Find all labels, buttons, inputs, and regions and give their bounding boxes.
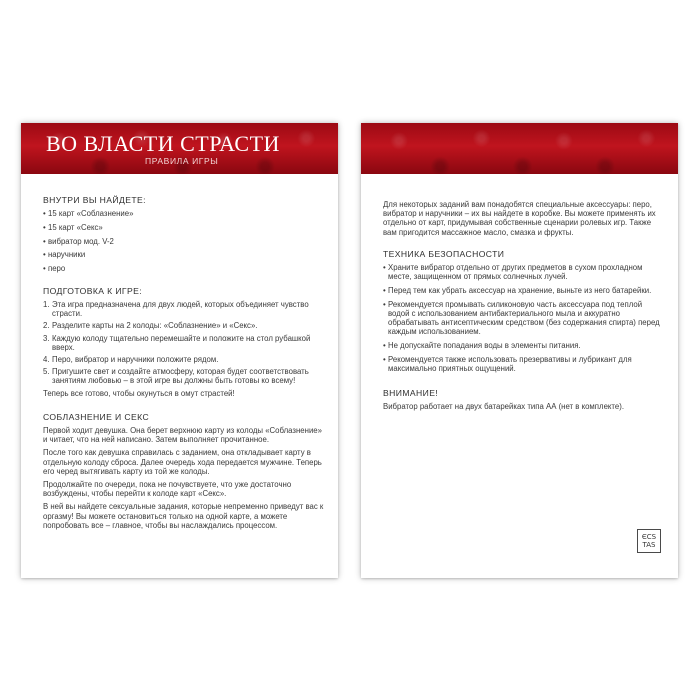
list-item: • 15 карт «Секс» [43, 223, 324, 232]
safety-heading: ТЕХНИКА БЕЗОПАСНОСТИ [383, 248, 505, 259]
logo-line: ЄCS [641, 533, 657, 541]
rules-paragraph: После того как девушка справилась с заданием, она откладывает карту в отдельную колоду сброса. Далее очередь хода передается мужчине. Теперь его черед вытягивать карту из той же колоды. [43, 448, 322, 476]
list-item: • перо [43, 264, 324, 273]
step-number: 5. [43, 367, 50, 377]
safety-list [383, 263, 660, 373]
step-number: 3. [43, 333, 50, 343]
inside-heading: ВНУТРИ ВЫ НАЙДЕТЕ: [43, 195, 146, 205]
list-item [43, 334, 324, 352]
list-item: • наручники [43, 250, 324, 259]
brand-logo-icon [637, 529, 661, 553]
game-subtitle: ПРАВИЛА ИГРЫ [145, 156, 219, 166]
list-item: • 15 карт «Соблазнение» [43, 209, 324, 218]
warning-text: Вибратор работает на двух батарейках типа АА (нет в комплекте). [383, 401, 624, 411]
step-text: Разделите карты на 2 колоды: «Соблазнение» и «Секс». [52, 321, 258, 331]
red-banner [21, 123, 338, 174]
list-item: • вибратор мод. V-2 [43, 237, 324, 246]
step-text: Эта игра предназначена для двух людей, которых объединяет чувство страсти. [52, 299, 309, 319]
warning-heading: ВНИМАНИЕ! [383, 387, 439, 398]
step-text: Перо, вибратор и наручники положите рядом. [52, 354, 219, 364]
step-number: 2. [43, 321, 50, 331]
list-item: • Перед тем как убрать аксессуар на хранение, выньте из него батарейки. [383, 286, 660, 295]
rules-paragraph: Продолжайте по очереди, пока не почувствуете, что уже достаточно возбуждены, чтобы перейти к колоде карт «Секс». [43, 479, 292, 499]
prep-heading: ПОДГОТОВКА К ИГРЕ: [43, 285, 143, 296]
rules-paragraph: Первой ходит девушка. Она берет верхнюю карту из колоды «Соблазнение» и читает, что на ней написано. Затем выполняет прочитанное. [43, 425, 322, 445]
logo-line: TAS [642, 541, 656, 549]
list-item [43, 367, 324, 385]
list-item [43, 355, 324, 364]
list-item [43, 321, 324, 330]
rules-card-right [361, 123, 678, 578]
rules-card-left [21, 123, 338, 578]
rules-heading: СОБЛАЗНЕНИЕ И СЕКС [43, 411, 150, 422]
step-text: Пригушите свет и создайте атмосферу, которая будет соответствовать занятиям любовью – в этой игре вы должны быть готовы ко всему! [52, 367, 309, 386]
list-item: • Не допускайте попадания воды в элементы питания. [383, 341, 660, 350]
prep-closing: Теперь все готово, чтобы окунуться в омут страстей! [43, 388, 235, 398]
list-item: • Храните вибратор отдельно от других предметов в сухом прохладном месте, защищенном от прямых солнечных лучей. [383, 263, 660, 281]
rules-paragraph: В ней вы найдете сексуальные задания, которые непременно приведут вас к оргазму! Вы можете остановиться только на одной карте, а можете попробовать все – главное, чтобы вы наслаждались процессом. [43, 502, 324, 530]
red-banner [361, 123, 678, 174]
accessories-intro: Для некоторых заданий вам понадобятся специальные аксессуары: перо, вибратор и наручники – их вы найдете в коробке. Вы можете применять их отдельно от карт, придумывая собственные сценарии ролевых игр. Также вам пригодится массажное масло, смазка и фрукты. [383, 200, 656, 237]
list-item: • Рекомендуется промывать силиконовую часть аксессуара под теплой водой с использованием антибактериального мыла и аккуратно обрабатывать антисептическим средством (без содержания спирта) перед каждым использованием. [383, 300, 660, 337]
game-title: ВО ВЛАСТИ СТРАСТИ [46, 131, 280, 156]
list-item: • Рекомендуется также использовать презервативы и лубрикант для максимально приятных ощущений. [383, 355, 660, 373]
prep-steps [43, 300, 324, 386]
contents-list [43, 209, 324, 273]
step-number: 4. [43, 354, 50, 364]
step-text: Каждую колоду тщательно перемешайте и положите на стол рубашкой вверх. [52, 333, 311, 352]
list-item [43, 300, 324, 318]
step-number: 1. [43, 299, 50, 309]
